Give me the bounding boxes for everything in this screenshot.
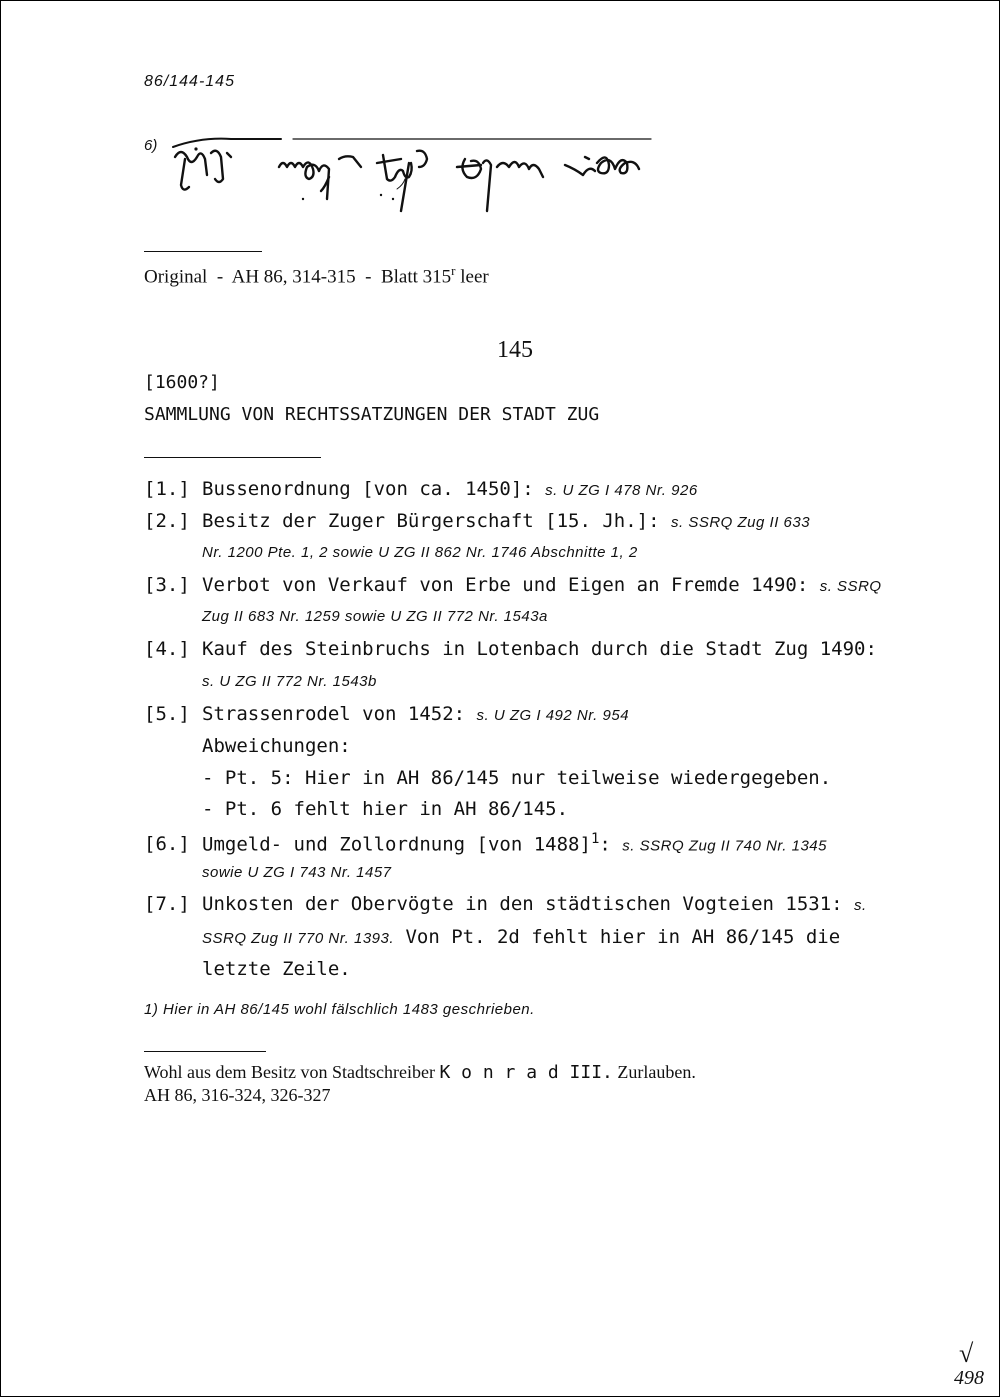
provenance-line-2: AH 86, 316-324, 326-327: [144, 1085, 331, 1105]
entry-text: Unkosten der Obervögte in den städtischen Vogteien 1531:: [202, 893, 855, 915]
footnote: 1) Hier in AH 86/145 wohl fälschlich 1483 geschrieben.: [144, 1001, 535, 1018]
entry-text: Umgeld- und Zollordnung [von 1488]: [202, 833, 591, 856]
entry-number: [5.]: [144, 703, 190, 725]
entry-number: [3.]: [144, 574, 190, 596]
document-number: 145: [497, 337, 533, 363]
entry-2: [144, 510, 810, 532]
entry-4: [144, 638, 877, 660]
entry-5-subline: Abweichungen:: [202, 735, 351, 757]
provenance-text: Wohl aus dem Besitz von Stadtschreiber: [144, 1062, 440, 1082]
entry-5: [144, 703, 629, 725]
entry-text: Besitz der Zuger Bürgerschaft [15. Jh.]:: [202, 510, 671, 532]
entry-citation: s. SSRQ Zug II 740 Nr. 1345: [622, 837, 827, 855]
entry-7: [144, 893, 867, 915]
entry-citation: SSRQ Zug II 770 Nr. 1393.: [202, 930, 395, 947]
entry-5-subline: - Pt. 6 fehlt hier in AH 86/145.: [202, 798, 569, 820]
original-source-superscript: r: [451, 263, 456, 278]
entry-text-tail: :: [599, 833, 623, 856]
original-source-line: [144, 263, 489, 288]
entry-text: Bussenordnung [von ca. 1450]:: [202, 478, 546, 500]
entry-number: [1.]: [144, 478, 190, 500]
entry-1: [144, 478, 698, 500]
note-6-label: 6): [144, 137, 158, 154]
entry-3-continuation: Zug II 683 Nr. 1259 sowie U ZG II 772 Nr. 1543a: [202, 608, 548, 625]
handwritten-script-line: [161, 123, 671, 213]
entry-5-subline: - Pt. 5: Hier in AH 86/145 nur teilweise wiedergegeben.: [202, 767, 832, 789]
original-source-text: Original - AH 86, 314-315 - Blatt 315: [144, 266, 452, 288]
entry-6-continuation: sowie U ZG I 743 Nr. 1457: [202, 864, 392, 881]
corner-check-mark: √: [959, 1339, 974, 1368]
corner-page-number: 498: [954, 1367, 984, 1389]
header-reference: 86/144-145: [144, 73, 235, 90]
entry-2-continuation: Nr. 1200 Pte. 1, 2 sowie U ZG II 862 Nr. 1746 Abschnitte 1, 2: [202, 544, 638, 561]
entry-text: Verbot von Verkauf von Erbe und Eigen an Fremde 1490:: [202, 574, 820, 596]
provenance-text: Zurlauben.: [612, 1062, 696, 1082]
document-date: [1600?]: [144, 372, 220, 393]
provenance-name: K o n r a d III.: [439, 1062, 613, 1083]
entry-citation: s. SSRQ Zug II 633: [671, 514, 811, 531]
original-source-tail: leer: [455, 266, 489, 288]
entry-number: [2.]: [144, 510, 190, 532]
entry-3: [144, 574, 882, 596]
entry-citation: s. U ZG I 478 Nr. 926: [545, 482, 698, 499]
separator-rule: [144, 1051, 266, 1052]
entry-citation: s.: [854, 897, 867, 914]
entry-text: Strassenrodel von 1452:: [202, 703, 477, 725]
separator-rule: [144, 251, 262, 252]
entry-citation: s. U ZG I 492 Nr. 954: [476, 707, 630, 724]
entry-7-continuation: [202, 926, 840, 948]
provenance-line-1: [144, 1062, 696, 1083]
entry-number: [7.]: [144, 893, 190, 915]
entry-text: Kauf des Steinbruchs in Lotenbach durch die Stadt Zug 1490:: [202, 638, 877, 660]
entry-superscript: 1: [590, 831, 600, 847]
entry-citation: s. SSRQ: [819, 578, 882, 595]
document-title: SAMMLUNG VON RECHTSSATZUNGEN DER STADT ZUG: [144, 404, 600, 425]
entry-number: [4.]: [144, 638, 190, 660]
entry-text: Von Pt. 2d fehlt hier in AH 86/145 die: [394, 926, 841, 948]
entry-number: [6.]: [144, 833, 190, 856]
entry-4-continuation: s. U ZG II 772 Nr. 1543b: [202, 673, 377, 690]
separator-rule: [144, 457, 321, 458]
entry-7-continuation-2: letzte Zeile.: [202, 958, 351, 980]
entry-6: [144, 831, 827, 855]
